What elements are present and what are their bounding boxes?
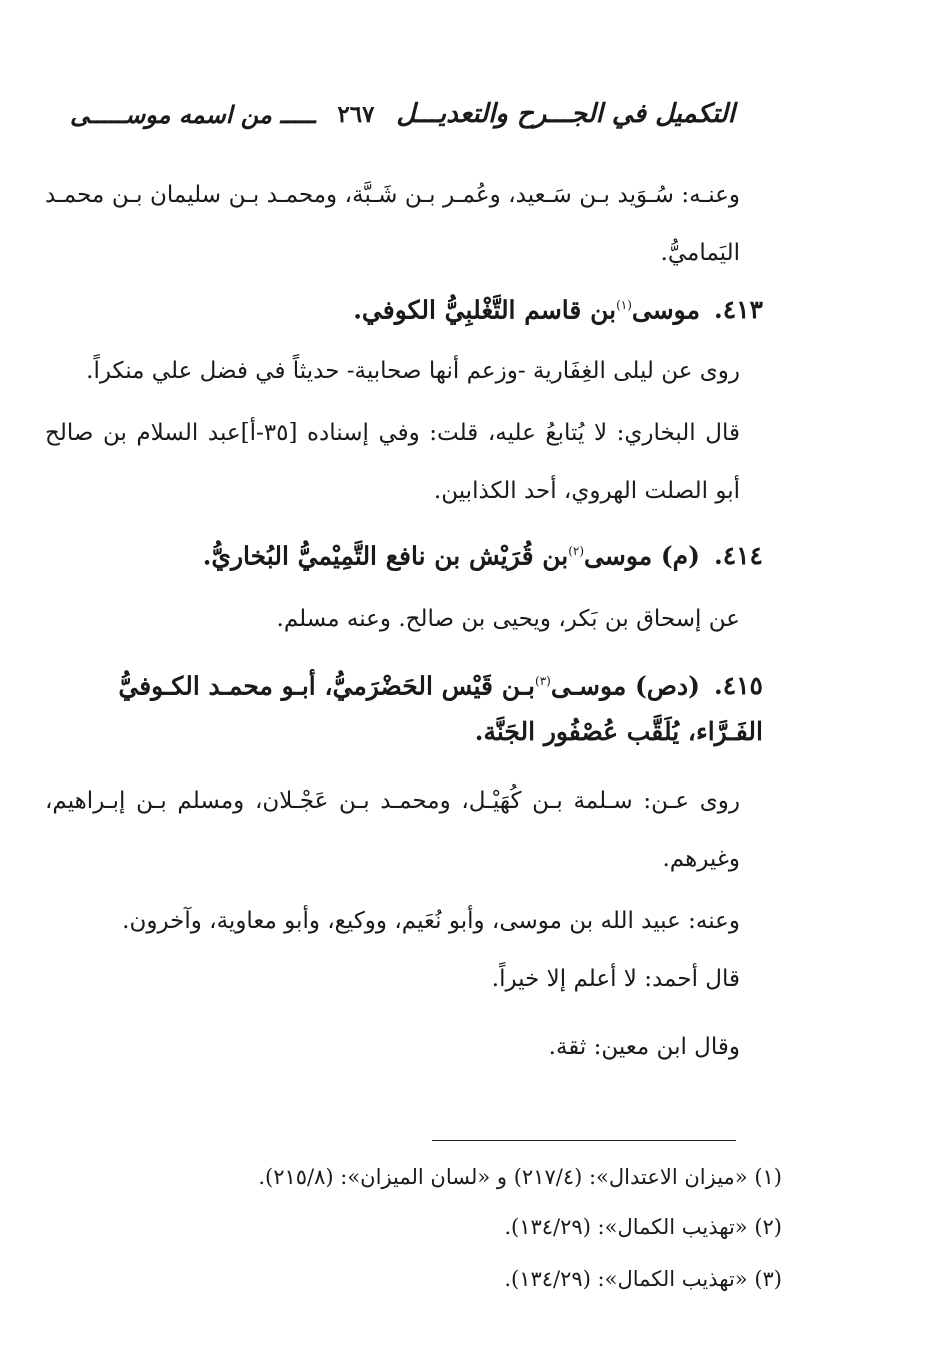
entry-heading-414	[45, 528, 763, 579]
entry-name-rest: بـن قَيْس الحَضْرَميُّ، أبـو محمـد الكـوفيُّ الفَـرَّاء، يُلَقَّب عُصْفُور الجَنَّة.	[118, 671, 763, 747]
footnote-3: (٣) «تهذيب الكمال»: (١٣٤/٢٩).	[504, 1267, 782, 1291]
footnote-marker: (٢)	[568, 544, 585, 558]
paragraph-ibn-main-comment: وقال ابن معين: ثقة.	[548, 1034, 740, 1060]
footnote-separator	[432, 1140, 736, 1141]
entry-name: موسى	[631, 295, 700, 325]
footnote-marker: (٣)	[535, 674, 551, 688]
entry-name-rest: بن قُرَيْش بن نافع التَّمِيْميُّ البُخاريُّ.	[202, 541, 569, 571]
paragraph-students: وعنه: عبيد الله بن موسى، وأبو نُعَيم، ووكيع، وأبو معاوية، وآخرون.	[122, 908, 740, 934]
paragraph-bukhari-comment: قال البخاري: لا يُتابعُ عليه، قلت: وفي إسناده [٣٥-أ]عبد السلام بن صالح أبو الصلت الهروي، أحد الكذابين.	[45, 420, 740, 504]
footnote-2: (٢) «تهذيب الكمال»: (١٣٤/٢٩).	[504, 1215, 782, 1239]
paragraph-ahmad-comment: قال أحمد: لا أعلم إلا خيراً.	[491, 966, 740, 992]
entry-number: ٤١٤.	[713, 541, 763, 571]
entry-number: ٤١٣.	[713, 295, 763, 325]
footnote-marker: (١)	[616, 298, 632, 312]
paragraph-narration: روى عن ليلى الغِفَارية -وزعم أنها صحابية- حديثاً في فضل علي منكراً.	[86, 358, 740, 384]
running-header	[70, 92, 735, 136]
header-title: التكميل في الجـــرح والتعديـــل	[396, 99, 735, 129]
entry-heading-413	[45, 282, 763, 333]
entry-name-rest: بن قاسم التَّغْلبِيُّ الكوفي.	[353, 295, 617, 325]
paragraph-from-ishaq: عن إسحاق بن بَكر، ويحيى بن صالح. وعنه مسلم.	[276, 606, 740, 632]
paragraph-narrated-from: روى عـن: سـلمة بـن كُهَيْـل، ومحمـد بـن عَجْـلان، ومسلم بـن إبـراهيم، وغيرهم.	[45, 788, 740, 872]
entry-name: (دص) موسـى	[550, 671, 700, 701]
footnote-1: (١) «ميزان الاعتدال»: (٢١٧/٤) و «لسان الميزان»: (٢١٥/٨).	[258, 1165, 782, 1189]
page-number: ٢٦٧	[337, 100, 375, 128]
entry-heading-415	[45, 658, 763, 755]
header-runner: ـــــ من اسمه موســـــى	[70, 99, 316, 129]
entry-number: ٤١٥.	[713, 671, 763, 701]
entry-name: (م) موسى	[584, 541, 700, 571]
paragraph-narrators-from: وعنـه: سُـوَيد بـن سَـعيد، وعُمـر بـن شَـبَّة، ومحمـد بـن سليمان بـن محمـد اليَماميُّ.	[45, 182, 740, 266]
